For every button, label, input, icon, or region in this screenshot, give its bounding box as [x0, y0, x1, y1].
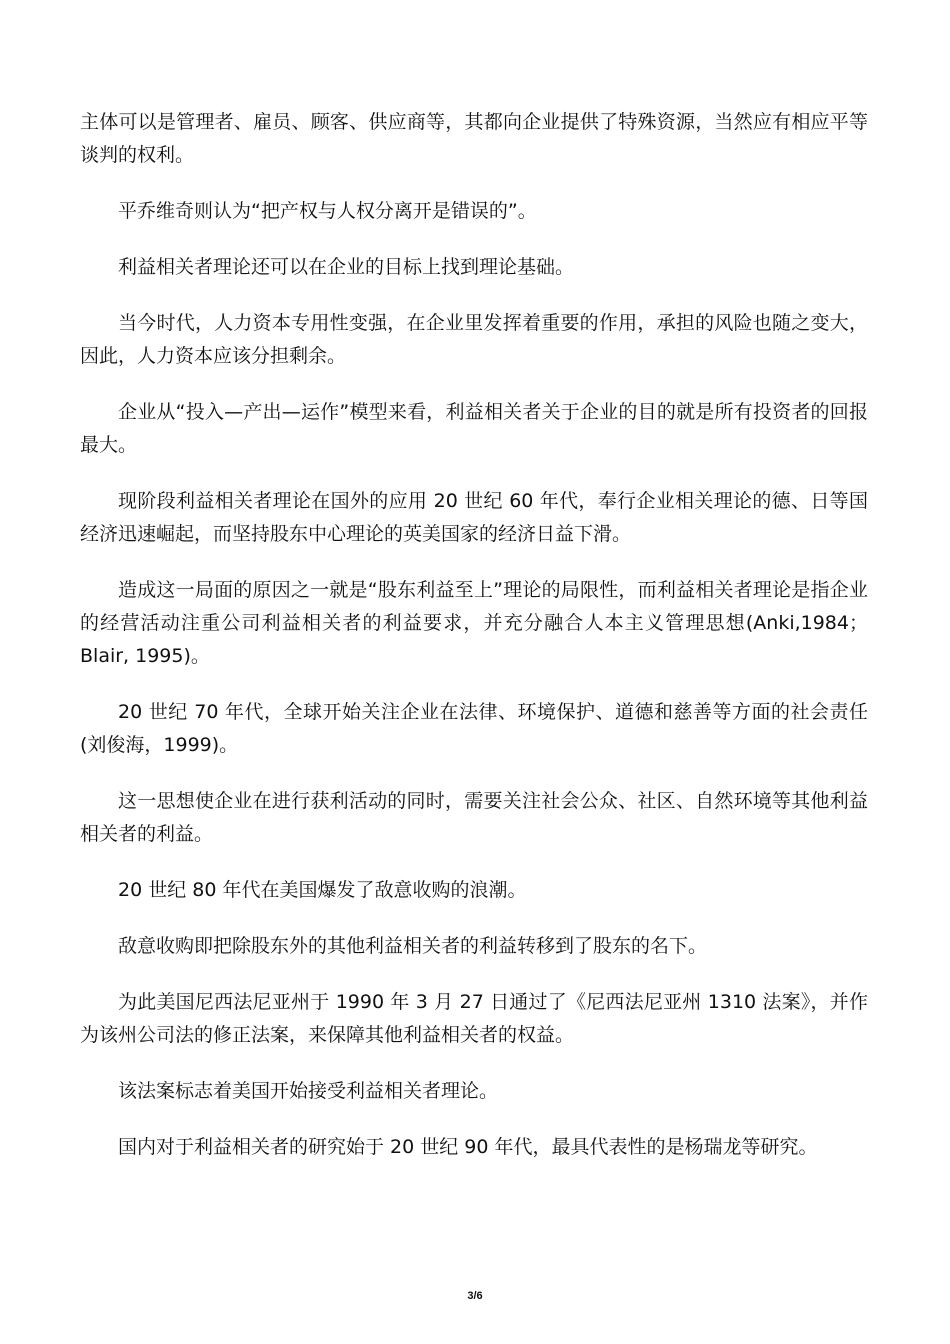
paragraph: 企业从“投入—产出—运作”模型来看，利益相关者关于企业的目的就是所有投资者的回报最大。 [80, 401, 868, 456]
paragraph: 这一思想使企业在进行获利活动的同时，需要关注社会公众、社区、自然环境等其他利益相关者的利益。 [80, 790, 868, 845]
paragraph: 国内对于利益相关者的研究始于 20 世纪 90 年代，最具代表性的是杨瑞龙等研究。 [118, 1136, 818, 1158]
paragraph: 主体可以是管理者、雇员、顾客、供应商等，其都向企业提供了特殊资源，当然应有相应平等谈判的权利。 [80, 111, 868, 166]
paragraph: 当今时代，人力资本专用性变强，在企业里发挥着重要的作用，承担的风险也随之变大，因此，人力资本应该分担剩余。 [80, 312, 868, 367]
page-number: 3/6 [467, 1290, 483, 1302]
document-body [80, 106, 868, 1187]
paragraph: 为此美国尼西法尼亚州于 1990 年 3 月 27 日通过了《尼西法尼亚州 1310 法案》，并作为该州公司法的修正法案，来保障其他利益相关者的权益。 [80, 991, 868, 1046]
paragraph: 造成这一局面的原因之一就是“股东利益至上”理论的局限性，而利益相关者理论是指企业的经营活动注重公司利益相关者的利益要求，并充分融合人本主义管理思想(Anki,1984；Blair, 1995)。 [80, 579, 868, 667]
paragraph: 该法案标志着美国开始接受利益相关者理论。 [118, 1080, 499, 1102]
paragraph: 20 世纪 70 年代，全球开始关注企业在法律、环境保护、道德和慈善等方面的社会责任(刘俊海，1999)。 [80, 701, 868, 756]
paragraph: 敌意收购即把除股东外的其他利益相关者的利益转移到了股东的名下。 [118, 935, 708, 957]
paragraph: 20 世纪 80 年代在美国爆发了敌意收购的浪潮。 [118, 879, 527, 901]
paragraph: 平乔维奇则认为“把产权与人权分离开是错误的”。 [118, 200, 537, 222]
paragraph: 利益相关者理论还可以在企业的目标上找到理论基础。 [118, 256, 575, 278]
paragraph: 现阶段利益相关者理论在国外的应用 20 世纪 60 年代，奉行企业相关理论的德、日等国经济迅速崛起，而坚持股东中心理论的英美国家的经济日益下滑。 [80, 490, 868, 545]
